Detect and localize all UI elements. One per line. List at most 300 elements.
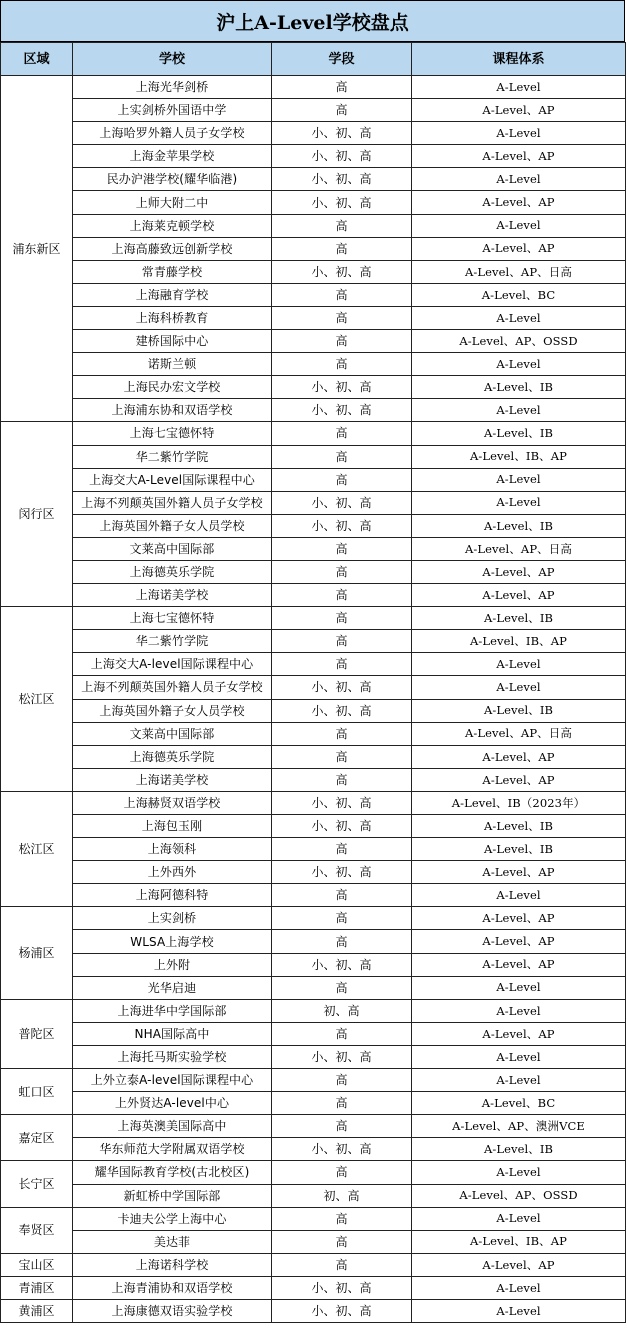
curriculum-cell-text: A-Level、AP xyxy=(482,911,555,926)
table-row xyxy=(1,861,626,884)
curriculum-cell xyxy=(412,607,626,630)
school-cell-text: 上海康德双语实验学校 xyxy=(111,1304,233,1319)
district-cell: 黄浦区 xyxy=(1,1299,73,1322)
curriculum-cell-text: A-Level、AP、日高 xyxy=(465,726,572,741)
school-cell-text: 上海科桥教育 xyxy=(135,310,209,325)
curriculum-cell xyxy=(412,422,626,445)
table-row xyxy=(1,283,626,306)
stage-cell xyxy=(272,976,412,999)
curriculum-cell-text: A-Level、AP xyxy=(482,864,555,879)
school-cell xyxy=(73,514,272,537)
stage-cell xyxy=(272,815,412,838)
curriculum-cell-text: A-Level、AP、OSSD xyxy=(459,1188,578,1203)
school-table xyxy=(0,42,626,1323)
stage-cell xyxy=(272,376,412,399)
curriculum-cell-text: A-Level、AP xyxy=(482,195,555,210)
school-cell xyxy=(73,953,272,976)
stage-cell xyxy=(272,168,412,191)
table-row xyxy=(1,191,626,214)
curriculum-cell xyxy=(412,191,626,214)
stage-cell xyxy=(272,1115,412,1138)
curriculum-cell-text: A-Level xyxy=(496,657,541,672)
curriculum-cell xyxy=(412,237,626,260)
page-title: 沪上A-Level学校盘点 xyxy=(0,0,625,42)
school-cell-text: 上海阿德科特 xyxy=(135,888,209,903)
curriculum-cell xyxy=(412,722,626,745)
table-row xyxy=(1,260,626,283)
stage-cell-text: 小、初、高 xyxy=(311,819,372,834)
curriculum-cell-text: A-Level xyxy=(496,125,541,140)
stage-cell-text: 小、初、高 xyxy=(311,865,372,880)
stage-cell-text: 高 xyxy=(335,911,348,926)
curriculum-cell xyxy=(412,260,626,283)
school-cell xyxy=(73,607,272,630)
table-row xyxy=(1,353,626,376)
school-cell xyxy=(73,699,272,722)
stage-cell-text: 小、初、高 xyxy=(311,126,372,141)
curriculum-cell xyxy=(412,1092,626,1115)
school-cell-text: 上海莱克顿学校 xyxy=(129,218,215,233)
table-row xyxy=(1,560,626,583)
district-cell: 松江区 xyxy=(1,791,73,906)
stage-cell xyxy=(272,1069,412,1092)
curriculum-cell xyxy=(412,168,626,191)
stage-cell-text: 小、初、高 xyxy=(311,172,372,187)
table-row xyxy=(1,653,626,676)
table-row xyxy=(1,376,626,399)
school-cell-text: 上海七宝德怀特 xyxy=(129,611,215,626)
curriculum-cell-text: A-Level、AP、日高 xyxy=(465,264,572,279)
stage-cell-text: 小、初、高 xyxy=(311,1280,372,1295)
curriculum-cell xyxy=(412,907,626,930)
curriculum-cell-text: A-Level xyxy=(496,310,541,325)
school-cell xyxy=(73,283,272,306)
school-cell-text: 上海诺美学校 xyxy=(135,588,209,603)
curriculum-cell xyxy=(412,1184,626,1207)
stage-cell-text: 高 xyxy=(335,287,348,302)
school-cell xyxy=(73,99,272,122)
school-cell-text: 上海英澳美国际高中 xyxy=(117,1119,227,1134)
curriculum-cell-text: A-Level、BC xyxy=(481,287,556,302)
school-cell-text: 上海金苹果学校 xyxy=(129,149,215,164)
stage-cell-text: 小、初、高 xyxy=(311,957,372,972)
curriculum-cell xyxy=(412,861,626,884)
school-cell xyxy=(73,1276,272,1299)
stage-cell-text: 高 xyxy=(335,1026,348,1041)
curriculum-cell xyxy=(412,884,626,907)
school-cell xyxy=(73,1207,272,1230)
table-row xyxy=(1,445,626,468)
stage-cell-text: 高 xyxy=(335,565,348,580)
curriculum-cell xyxy=(412,976,626,999)
stage-cell-text: 高 xyxy=(335,749,348,764)
school-cell xyxy=(73,1253,272,1276)
curriculum-cell-text: A-Level xyxy=(496,888,541,903)
table-row xyxy=(1,815,626,838)
school-cell-text: 华二紫竹学院 xyxy=(135,449,209,464)
curriculum-cell-text: A-Level、AP、澳洲VCE xyxy=(452,1119,585,1134)
curriculum-cell xyxy=(412,630,626,653)
curriculum-cell xyxy=(412,330,626,353)
curriculum-cell-text: A-Level xyxy=(496,980,541,995)
stage-cell-text: 高 xyxy=(335,80,348,95)
table-row xyxy=(1,306,626,329)
stage-cell xyxy=(272,676,412,699)
school-cell xyxy=(73,1045,272,1068)
stage-cell xyxy=(272,145,412,168)
stage-cell xyxy=(272,76,412,99)
curriculum-cell xyxy=(412,491,626,514)
stage-cell xyxy=(272,1184,412,1207)
table-row xyxy=(1,122,626,145)
district-cell: 普陀区 xyxy=(1,999,73,1068)
curriculum-cell xyxy=(412,1022,626,1045)
table-row xyxy=(1,1022,626,1045)
curriculum-cell xyxy=(412,791,626,814)
table-row xyxy=(1,1184,626,1207)
school-cell-text: 上外贤达A-level中心 xyxy=(114,1096,230,1111)
school-cell-text: 上实剑桥外国语中学 xyxy=(117,103,227,118)
curriculum-cell-text: A-Level、AP xyxy=(482,149,555,164)
curriculum-cell-text: A-Level、AP xyxy=(482,587,555,602)
school-cell xyxy=(73,630,272,653)
curriculum-cell-text: A-Level、IB、AP xyxy=(470,449,567,464)
stage-cell-text: 小、初、高 xyxy=(311,795,372,810)
school-cell-text: 上外西外 xyxy=(147,865,197,880)
curriculum-cell xyxy=(412,1115,626,1138)
district-cell: 浦东新区 xyxy=(1,76,73,422)
curriculum-cell xyxy=(412,815,626,838)
school-cell-text: 上海包玉刚 xyxy=(141,819,203,834)
curriculum-cell-text: A-Level、AP xyxy=(482,772,555,787)
stage-cell-text: 小、初、高 xyxy=(311,149,372,164)
curriculum-cell xyxy=(412,1299,626,1322)
stage-cell xyxy=(272,1276,412,1299)
stage-cell-text: 初、高 xyxy=(323,1188,360,1203)
table-row xyxy=(1,491,626,514)
table-row xyxy=(1,145,626,168)
curriculum-cell xyxy=(412,953,626,976)
curriculum-cell xyxy=(412,1230,626,1253)
curriculum-cell xyxy=(412,1045,626,1068)
table-row xyxy=(1,768,626,791)
school-cell xyxy=(73,445,272,468)
curriculum-cell xyxy=(412,1069,626,1092)
table-row xyxy=(1,838,626,861)
school-cell xyxy=(73,676,272,699)
school-cell-text: WLSA上海学校 xyxy=(130,934,214,949)
stage-cell xyxy=(272,584,412,607)
table-row xyxy=(1,976,626,999)
stage-cell-text: 高 xyxy=(335,541,348,556)
school-cell-text: 上海青浦协和双语学校 xyxy=(111,1280,233,1295)
school-cell xyxy=(73,1092,272,1115)
school-cell-text: 上海交大A-Level国际课程中心 xyxy=(89,472,255,487)
stage-cell xyxy=(272,445,412,468)
school-cell xyxy=(73,791,272,814)
school-cell xyxy=(73,468,272,491)
school-cell-text: 常青藤学校 xyxy=(141,264,203,279)
curriculum-cell xyxy=(412,468,626,491)
table-row xyxy=(1,537,626,560)
header-row xyxy=(1,43,626,76)
table-row xyxy=(1,630,626,653)
curriculum-cell-text: A-Level xyxy=(496,1280,541,1295)
table-row xyxy=(1,422,626,445)
district-cell: 长宁区 xyxy=(1,1161,73,1207)
curriculum-cell-text: A-Level、AP xyxy=(482,564,555,579)
district-cell: 青浦区 xyxy=(1,1276,73,1299)
stage-cell xyxy=(272,1253,412,1276)
stage-cell-text: 高 xyxy=(335,772,348,787)
table-row xyxy=(1,1115,626,1138)
school-cell xyxy=(73,907,272,930)
table-row xyxy=(1,584,626,607)
stage-cell-text: 高 xyxy=(335,1073,348,1088)
curriculum-cell-text: A-Level xyxy=(496,1303,541,1318)
curriculum-cell-text: A-Level、IB xyxy=(483,818,554,833)
stage-cell xyxy=(272,191,412,214)
curriculum-cell xyxy=(412,745,626,768)
header-stage: 学段 xyxy=(272,43,412,76)
school-cell-text: NHA国际高中 xyxy=(134,1026,210,1041)
school-cell-text: 文莱高中国际部 xyxy=(129,726,215,741)
school-cell xyxy=(73,1299,272,1322)
school-cell xyxy=(73,306,272,329)
stage-cell-text: 小、初、高 xyxy=(311,1142,372,1157)
school-cell-text: 上海高藤致远创新学校 xyxy=(111,241,233,256)
stage-cell xyxy=(272,1161,412,1184)
stage-cell xyxy=(272,999,412,1022)
curriculum-cell xyxy=(412,122,626,145)
school-cell xyxy=(73,1184,272,1207)
school-cell-text: 美达菲 xyxy=(153,1234,191,1249)
curriculum-cell-text: A-Level、AP xyxy=(482,1257,555,1272)
stage-cell xyxy=(272,930,412,953)
stage-cell-text: 小、初、高 xyxy=(311,264,372,279)
curriculum-cell-text: A-Level、IB xyxy=(483,518,554,533)
school-cell xyxy=(73,237,272,260)
stage-cell-text: 高 xyxy=(335,842,348,857)
stage-cell xyxy=(272,953,412,976)
school-cell xyxy=(73,861,272,884)
stage-cell-text: 高 xyxy=(335,218,348,233)
school-cell xyxy=(73,214,272,237)
school-cell xyxy=(73,76,272,99)
stage-cell xyxy=(272,907,412,930)
school-cell xyxy=(73,1022,272,1045)
school-cell-text: 上海七宝德怀特 xyxy=(129,426,215,441)
stage-cell xyxy=(272,699,412,722)
district-cell: 杨浦区 xyxy=(1,907,73,999)
table-row xyxy=(1,1253,626,1276)
table-row xyxy=(1,1092,626,1115)
curriculum-cell xyxy=(412,399,626,422)
stage-cell xyxy=(272,607,412,630)
table-row xyxy=(1,1230,626,1253)
stage-cell xyxy=(272,653,412,676)
district-cell: 闵行区 xyxy=(1,422,73,607)
stage-cell-text: 小、初、高 xyxy=(311,195,372,210)
curriculum-cell-text: A-Level、AP、日高 xyxy=(465,541,572,556)
school-cell-text: 上海不列颠英国外籍人员子女学校 xyxy=(81,680,263,695)
school-cell-text: 华东师范大学附属双语学校 xyxy=(99,1142,245,1157)
school-cell xyxy=(73,376,272,399)
school-cell-text: 耀华国际教育学校(古北校区) xyxy=(94,1165,250,1180)
curriculum-cell-text: A-Level xyxy=(496,680,541,695)
school-cell-text: 上海进华中学国际部 xyxy=(117,1003,227,1018)
stage-cell xyxy=(272,122,412,145)
school-cell xyxy=(73,122,272,145)
curriculum-cell xyxy=(412,676,626,699)
school-cell xyxy=(73,1230,272,1253)
stage-cell-text: 高 xyxy=(335,1234,348,1249)
table-row xyxy=(1,676,626,699)
stage-cell-text: 高 xyxy=(335,426,348,441)
school-cell-text: 卡迪夫公学上海中心 xyxy=(117,1211,227,1226)
curriculum-cell-text: A-Level xyxy=(496,1165,541,1180)
stage-cell xyxy=(272,237,412,260)
school-cell xyxy=(73,838,272,861)
school-cell xyxy=(73,168,272,191)
school-cell-text: 上海德英乐学院 xyxy=(129,749,215,764)
stage-cell xyxy=(272,1138,412,1161)
stage-cell xyxy=(272,1045,412,1068)
curriculum-cell xyxy=(412,76,626,99)
stage-cell xyxy=(272,353,412,376)
stage-cell-text: 高 xyxy=(335,611,348,626)
curriculum-cell xyxy=(412,1253,626,1276)
school-cell xyxy=(73,330,272,353)
stage-cell-text: 高 xyxy=(335,1211,348,1226)
curriculum-cell xyxy=(412,445,626,468)
curriculum-cell xyxy=(412,283,626,306)
stage-cell xyxy=(272,306,412,329)
stage-cell xyxy=(272,537,412,560)
curriculum-cell-text: A-Level xyxy=(496,472,541,487)
curriculum-cell-text: A-Level xyxy=(496,1049,541,1064)
stage-cell-text: 高 xyxy=(335,334,348,349)
school-cell xyxy=(73,1161,272,1184)
stage-cell-text: 高 xyxy=(335,241,348,256)
curriculum-cell xyxy=(412,699,626,722)
school-cell-text: 上外立泰A-level国际课程中心 xyxy=(90,1073,254,1088)
curriculum-cell xyxy=(412,1138,626,1161)
table-row xyxy=(1,214,626,237)
curriculum-cell-text: A-Level、IB xyxy=(483,380,554,395)
curriculum-cell-text: A-Level xyxy=(496,172,541,187)
stage-cell-text: 高 xyxy=(335,449,348,464)
stage-cell-text: 高 xyxy=(335,1119,348,1134)
curriculum-cell xyxy=(412,537,626,560)
curriculum-cell xyxy=(412,306,626,329)
table-row xyxy=(1,1069,626,1092)
district-cell: 嘉定区 xyxy=(1,1115,73,1161)
table-row xyxy=(1,907,626,930)
stage-cell-text: 小、初、高 xyxy=(311,680,372,695)
curriculum-cell xyxy=(412,1276,626,1299)
school-cell xyxy=(73,1115,272,1138)
curriculum-cell xyxy=(412,1207,626,1230)
table-row xyxy=(1,1207,626,1230)
table-row xyxy=(1,1161,626,1184)
table-row xyxy=(1,1045,626,1068)
table-body xyxy=(1,76,626,1323)
district-cell: 虹口区 xyxy=(1,1069,73,1115)
curriculum-cell-text: A-Level、IB、AP xyxy=(470,1234,567,1249)
table-row xyxy=(1,722,626,745)
stage-cell-text: 高 xyxy=(335,634,348,649)
school-cell-text: 上海交大A-level国际课程中心 xyxy=(90,657,254,672)
curriculum-cell-text: A-Level xyxy=(496,495,541,510)
school-cell-text: 光华启迪 xyxy=(147,980,197,995)
header-district: 区域 xyxy=(1,43,73,76)
curriculum-cell xyxy=(412,560,626,583)
stage-cell xyxy=(272,260,412,283)
school-cell-text: 上海赫贤双语学校 xyxy=(123,795,221,810)
school-cell-text: 上海德英乐学院 xyxy=(129,565,215,580)
table-row xyxy=(1,399,626,422)
stage-cell-text: 高 xyxy=(335,1165,348,1180)
school-cell xyxy=(73,999,272,1022)
stage-cell-text: 高 xyxy=(335,357,348,372)
curriculum-cell-text: A-Level xyxy=(496,218,541,233)
curriculum-cell-text: A-Level、AP xyxy=(482,241,555,256)
table-row xyxy=(1,1138,626,1161)
curriculum-cell xyxy=(412,999,626,1022)
curriculum-cell-text: A-Level xyxy=(496,356,541,371)
curriculum-cell xyxy=(412,99,626,122)
stage-cell xyxy=(272,330,412,353)
school-cell xyxy=(73,422,272,445)
stage-cell xyxy=(272,399,412,422)
stage-cell-text: 高 xyxy=(335,657,348,672)
curriculum-cell-text: A-Level、AP xyxy=(482,102,555,117)
curriculum-cell-text: A-Level xyxy=(496,79,541,94)
stage-cell xyxy=(272,283,412,306)
school-cell-text: 建桥国际中心 xyxy=(135,334,209,349)
curriculum-cell xyxy=(412,514,626,537)
curriculum-cell-text: A-Level、IB（2023年） xyxy=(451,795,586,810)
table-row xyxy=(1,930,626,953)
stage-cell xyxy=(272,468,412,491)
curriculum-cell xyxy=(412,214,626,237)
curriculum-cell-text: A-Level、IB、AP xyxy=(470,634,567,649)
stage-cell-text: 小、初、高 xyxy=(311,403,372,418)
stage-cell-text: 小、初、高 xyxy=(311,1304,372,1319)
curriculum-cell-text: A-Level、IB xyxy=(483,426,554,441)
table-row xyxy=(1,607,626,630)
table-row xyxy=(1,699,626,722)
stage-cell xyxy=(272,99,412,122)
school-cell-text: 华二紫竹学院 xyxy=(135,634,209,649)
curriculum-cell-text: A-Level、IB xyxy=(483,610,554,625)
stage-cell xyxy=(272,1092,412,1115)
table-row xyxy=(1,99,626,122)
table-row xyxy=(1,514,626,537)
table-row xyxy=(1,237,626,260)
curriculum-cell-text: A-Level xyxy=(496,1003,541,1018)
stage-cell xyxy=(272,422,412,445)
stage-cell-text: 小、初、高 xyxy=(311,703,372,718)
stage-cell-text: 高 xyxy=(335,726,348,741)
table-row xyxy=(1,168,626,191)
curriculum-cell-text: A-Level、IB xyxy=(483,841,554,856)
curriculum-cell xyxy=(412,838,626,861)
stage-cell xyxy=(272,768,412,791)
school-cell xyxy=(73,353,272,376)
table-row xyxy=(1,791,626,814)
